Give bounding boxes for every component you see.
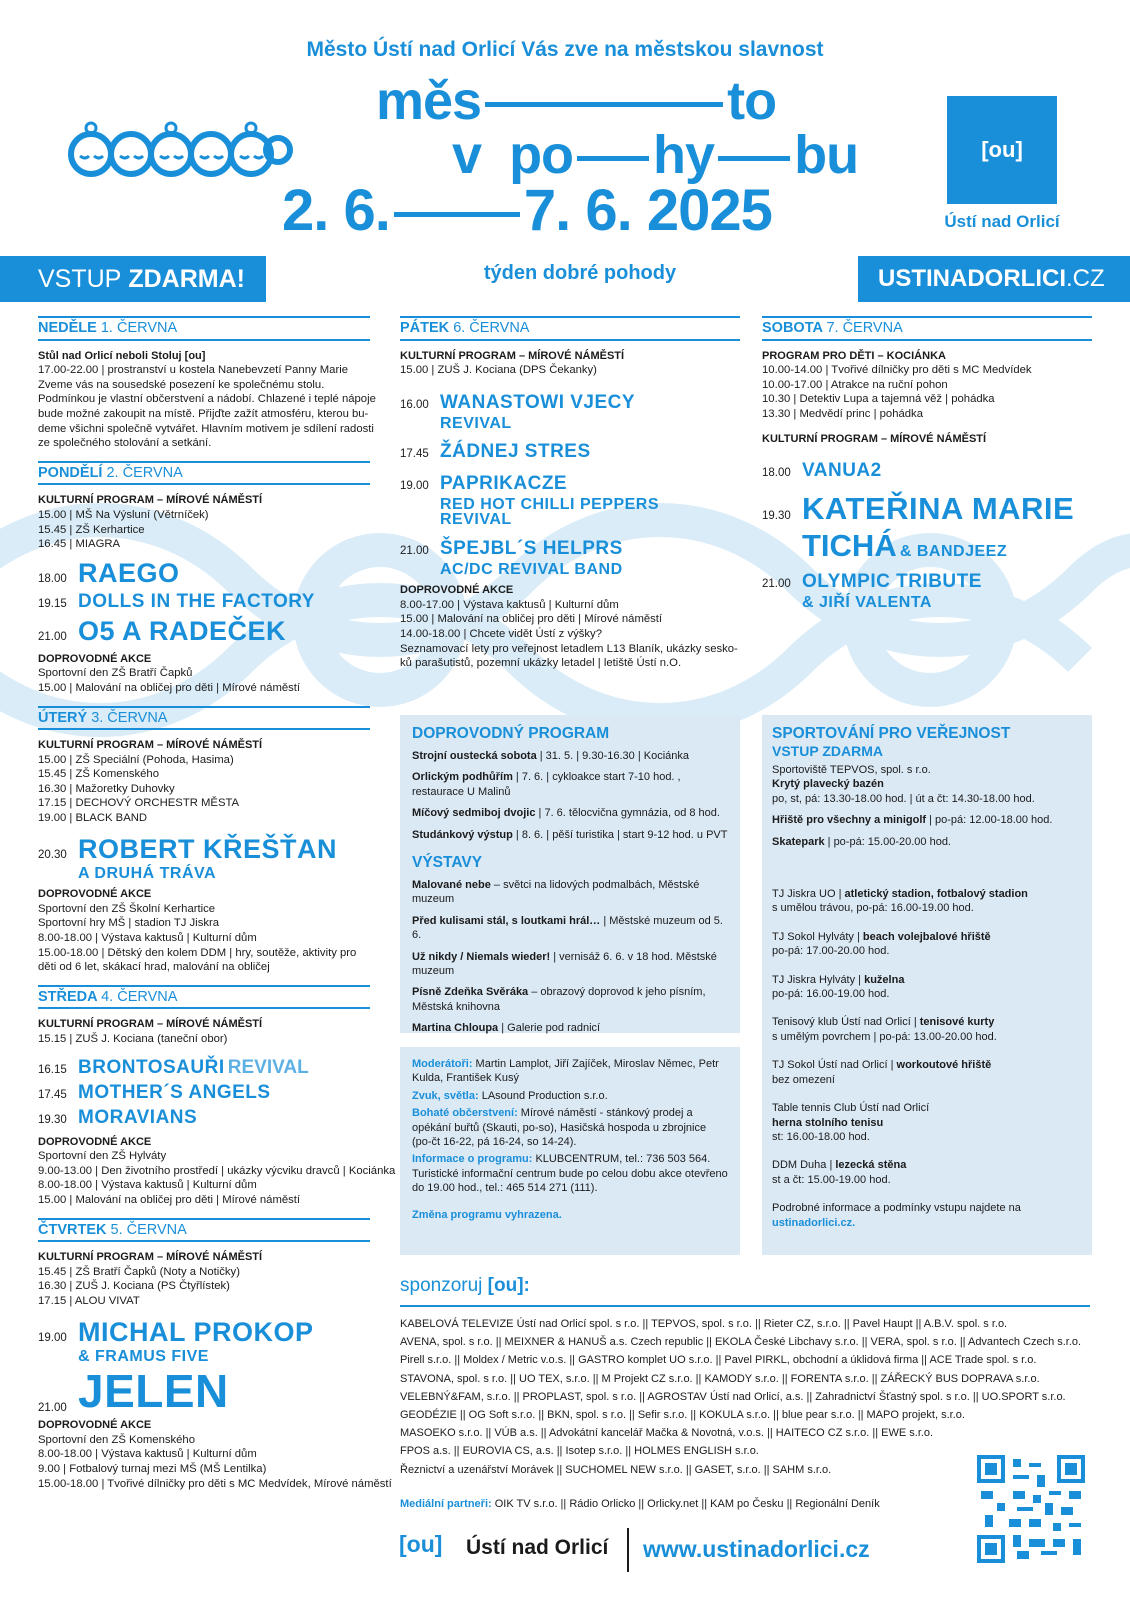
performer-row: 21.00 O5 A RADEČEK (38, 615, 287, 646)
performer-row: 19.00 MICHAL PROKOP (38, 1316, 314, 1347)
day-heading-saturday: SOBOTA 7. ČERVNA (762, 316, 1092, 341)
sport-panel: SPORTOVÁNÍ PRO VEŘEJNOST VSTUP ZDARMA Sportoviště TEPVOS, spol. s r.o. Krytý plavecký bazén po, st, pá: 13.30-18.00 hod. | út a čt: 14.30-18.00 hod. Hřiště pro všechny a minigolf | po-pá: 12.00-18.00 hod. Skatepark | po-pá: 15.00-20.00 hod. TJ Jiskra UO | atletický stadion, fotbalový stadion s umělou trávou, po-pá: 16.00-19.00 hod. TJ Sokol Hylváty | beach volejbalové hřiště po-pá: 17.00-20.00 hod. TJ Jiskra Hylváty | kuželna po-pá: 16.00-19.00 hod. Tenisový klub Ústí nad Orlicí | tenisové kurty s umělým povrchem | po-pá: 13.00-20.00 hod. TJ Sokol Ústí nad Orlicí | workoutové hřiště bez omezení Table tennis Club Ústí nad Orlicí herna stolního tenisu st: 16.00-18.00 hod. DDM Duha | lezecká stěna st a čt: 15.00-19.00 hod. Podrobné informace a podmínky vstupu najdete na ustinadorlici.cz. (762, 715, 1092, 1255)
performer-row: 17.45 ŽÁDNEJ STRES (400, 441, 591, 463)
performer-row: 21.00 JELEN (38, 1365, 229, 1418)
free-entry-banner: VSTUP ZDARMA! (0, 256, 266, 302)
footer-website-link[interactable]: www.ustinadorlici.cz (643, 1536, 870, 1562)
performer-row: 17.45 MOTHER´S ANGELS (38, 1081, 271, 1103)
event-title: Stůl nad Orlicí neboli Stoluj [ou] (38, 349, 206, 362)
town-logo-name: Ústí nad Orlicí (944, 212, 1060, 231)
performer-row: 16.00 WANASTOWI VJECY (400, 391, 636, 413)
performer-row: 18.00 RAEGO (38, 557, 180, 588)
title-line-1: měs to (376, 71, 777, 131)
accompanying-program-panel: DOPROVODNÝ PROGRAM Strojní oustecká sobota | 31. 5. | 9.30-16.30 | Kociánka Orlickým podhůřím | 7. 6. | cykloakce start 7-10 hod. , restaurace U Malinů Míčový sedmiboj dvojic | 7. 6. tělocvična gymnázia, od 8 hod. Studánkový výstup | 8. 6. | pěší turistika | start 9-12 hod. u PVT VÝSTAVY Malované nebe – světci na lidových podmalbách, Městské muzeum Před kulisami stál, s loutkami hrál… | Městské muzeum od 5. 6. Už nikdy / Niemals wieder! | vernisáž 6. 6. v 18 hod. Městské muzeum Písně Zdeňka Svěráka – obrazový doprovod k jeho písním, Městská knihovna Martina Chloupa | Galerie pod radnicí (400, 715, 740, 1033)
divider (400, 1305, 1090, 1307)
town-logo: [ou] (947, 96, 1057, 204)
friday-column: PÁTEK 6. ČERVNA KULTURNÍ PROGRAM – MÍROVÉ NÁMĚSTÍ 15.00 | ZUŠ J. Kociana (DPS Čekanky) 16.00 WANASTOWI VJECY REVIVAL 17.45 ŽÁDNEJ STRES 19.00 PAPRIKACZE RED HOT CHILLI PEPPERS REVIVAL 21.00 ŠPEJBL´S HELPRS AC/DC REVIVAL BAND DOPROVODNÉ AKCE 8.00-17.00 | Výstava kaktusů | Kulturní dům 15.00 | Malování na obličej pro děti | Mírové náměstí 14.00-18.00 | Chcete vidět Ústí z výšky? Seznamovací lety pro veřejnost letadlem L13 Blaník, ukázky sesko- ků parašutistů, pozemní ukázky letadel | letiště Ústí n.O. (400, 308, 740, 671)
day-heading-friday: PÁTEK 6. ČERVNA (400, 316, 740, 341)
invitation-text: Město Ústí nad Orlicí Vás zve na městskou slavnost (306, 38, 824, 61)
footer-logo: [ou] (399, 1531, 443, 1557)
website-banner[interactable]: USTINADORLICI .CZ (858, 256, 1130, 302)
performer-row: 20.30 ROBERT KŘEŠŤAN (38, 833, 338, 864)
performer-row: 16.15 BRONTOSAUŘI REVIVAL (38, 1056, 309, 1078)
day-heading-sunday: NEDĚLE 1. ČERVNA (38, 316, 370, 341)
performer-row: 19.00 PAPRIKACZE (400, 473, 568, 495)
performer-row: 19.30 KATEŘINA MARIE (762, 491, 1075, 527)
qr-code-icon[interactable] (977, 1455, 1085, 1563)
saturday-column: SOBOTA 7. ČERVNA PROGRAM PRO DĚTI – KOCIÁNKA 10.00-14.00 | Tvořivé dílničky pro děti s MC Medvídek 10.00-17.00 | Atrakce na ruční pohon 10.30 | Detektiv Lupa a tajemná věž | pohádka 13.30 | Medvědí princ | pohádka KULTURNÍ PROGRAM – MÍROVÉ NÁMĚSTÍ 18.00 VANUA2 19.30 KATEŘINA MARIE TICHÁ & BANDJEEZ 21.00 OLYMPIC TRIBUTE & JIŘÍ VALENTA (762, 308, 1092, 611)
media-partners: Mediální partneři: OIK TV s.r.o. || Rádio Orlicko || Orlicky.net || KAM po Česku || Regionální Deník (400, 1498, 880, 1510)
festival-dates: 2. 6. 7. 6. 2025 (282, 178, 772, 243)
title-line-2: v po hy bu (452, 125, 859, 185)
day-heading-thursday: ČTVRTEK 5. ČERVNA (38, 1218, 370, 1243)
performer-row: 21.00 ŠPEJBL´S HELPRS (400, 537, 623, 559)
sponsors-heading: sponzoruj [ou]: (400, 1275, 530, 1296)
program-label: KULTURNÍ PROGRAM – MÍROVÉ NÁMĚSTÍ (38, 494, 263, 507)
tagline: týden dobré pohody (483, 262, 677, 284)
website-link[interactable]: ustinadorlici.cz. (772, 1216, 856, 1229)
performer-row: 21.00 OLYMPIC TRIBUTE (762, 571, 982, 593)
footer-town: Ústí nad Orlicí (466, 1536, 609, 1559)
performer-row: 19.30 MORAVIANS (38, 1106, 198, 1128)
sunday-lines: 17.00-22.00 | prostranství u kostela Nanebevzetí Panny Marie Zveme vás na sousedské posezení ke společnému stolu. Podmínkou je vlastní občerstvení a nádobí. Chlazené i teplé nápoje bude možné zakoupit na místě. Přijďte zažít atmosféru, kterou bu- deme všichni společně vytvářet. Hlavním motivem je sdílení radosti ze společného stolování a setkání. (38, 364, 376, 450)
sponsors-list: KABELOVÁ TELEVIZE Ústí nad Orlicí spol. s r.o. || TEPVOS, spol. s r.o. || Rieter CZ, s.r.o. || Pavel Haupt || A.B.V. spol. s r.o. AVENA, spol. s r.o. || MEIXNER & HANUŠ a.s. Czech republic || EKOLA České Libchavy s.r.o. || VERA, spol. s r.o. || Advantech Czech s.r.o. Pirell s.r.o. || Moldex / Metric v.o.s. || GASTRO komplet UO s.r.o. || Pavel PIRKL, obchodní a úklidová firma || ACE Trade spol. s r.o. STAVONA, spol. s r.o. || UO TEX, s.r.o. || M Projekt CZ s.r.o. || KAMODY s.r.o. || FORENTA s.r.o. || ZÁŘECKÝ BUS DOPRAVA s.r.o. VELEBNÝ&FAM, s.r.o. || PROPLAST, spol. s r.o. || AGROSTAV Ústí nad Orlicí, a.s. || Zahradnictví Šťastný spol. s r.o. || UO.SPORT s.r.o. GEODÉZIE || OG Soft s.r.o. || BKN, spol. s r.o. || Sefir s.r.o. || KOKULA s.r.o. || blue pear s.r.o. || MAPO projekt, s.r.o. MASOEKO s.r.o. || VÚB a.s. || Advokátní kancelář Mačka & Novotná, v.o.s. || HAITECO CZ s.r.o. || EWE s.r.o. FPOS a.s. || EUROVIA CS, a.s. || Isotep s.r.o. || HOLMES ENGLISH s.r.o. Řeznictví a uzenářství Morávek || SUCHOMEL NEW s.r.o. || GASET, s.r.o. || SAHM s.r.o. (400, 1318, 1082, 1476)
faces-illustration (66, 120, 296, 180)
info-panel: Moderátoři: Martin Lamplot, Jiří Zajíček, Miroslav Němec, Petr Kulda, František Kusý Zvuk, světla: LAsound Production s.r.o. Bohaté občerstvení: Mírové náměstí - stánkový prodej a opékání buřtů (Skauti, po-so), Hasičská hospoda u zbrojnice (po-čt 16-22, pá 16-24, so 14-24). Informace o programu: KLUBCENTRUM, tel.: 736 503 564. Turistické informační centrum bude po celou dobu akce otevřeno do 19.00 hod., tel.: 465 514 271 (111). Změna programu vyhrazena. (400, 1047, 740, 1255)
day-heading-tuesday: ÚTERÝ 3. ČERVNA (38, 706, 370, 731)
day-heading-monday: PONDĚLÍ 2. ČERVNA (38, 461, 370, 486)
day-heading-wednesday: STŘEDA 4. ČERVNA (38, 985, 370, 1010)
footer-divider (627, 1528, 629, 1572)
performer-row: 19.15 DOLLS IN THE FACTORY (38, 590, 315, 612)
left-column: NEDĚLE 1. ČERVNA Stůl nad Orlicí neboli Stoluj [ou] 17.00-22.00 | prostranství u kostela Nanebevzetí Panny Marie Zveme vás na sousedské posezení ke společnému stolu. Podmínkou je vlastní občerstvení a nádobí. Chlazené i teplé nápoje bude možné zakoupit na místě. Přijďte zažít atmosféru, kterou bu- deme všichni společně vytvářet. Hlavním motivem je sdílení radosti ze společného stolování a setkání. PONDĚLÍ 2. ČERVNA KULTURNÍ PROGRAM – MÍROVÉ NÁMĚSTÍ 15.00 | MŠ Na Výsluní (Větrníček) 15.45 | ZŠ Kerhartice 16.45 | MIAGRA 18.00 RAEGO 19.15 DOLLS IN THE FACTORY 21.00 O5 A RADEČEK DOPROVODNÉ AKCE Sportovní den ZŠ Bratří Čapků 15.00 | Malování na obličej pro děti | Mírové náměstí ÚTERÝ 3. ČERVNA KULTURNÍ PROGRAM – MÍROVÉ NÁMĚSTÍ 15.00 | ZŠ Speciální (Pohoda, Hasima) 15.45 | ZŠ Komenského 16.30 | Mažoretky Duhovky 17.15 | DECHOVÝ ORCHESTR MĚSTA 19.00 | BLACK BAND 20.30 ROBERT KŘEŠŤAN A DRUHÁ TRÁVA DOPROVODNÉ AKCE Sportovní den ZŠ Školní Kerhartice Sportovní hry MŠ | stadion TJ Jiskra 8.00-18.00 | Výstava kaktusů | Kulturní dům 15.00-18.00 | Dětský den kolem DDM | hry, soutěže, aktivity pro děti od 6 let, skákací hrad, malování na obličej STŘEDA 4. ČERVNA KULTURNÍ PROGRAM – MÍROVÉ NÁMĚSTÍ 15.15 | ZUŠ J. Kociana (taneční obor) 16.15 BRONTOSAUŘI REVIVAL 17.45 MOTHER´S ANGELS 19.30 MORAVIANS DOPROVODNÉ AKCE Sportovní den ZŠ Hylváty 9.00-13.00 | Den životního prostředí | ukázky výcviku dravců | Kociánka 8.00-18.00 | Výstava kaktusů | Kulturní dům 15.00 | Malování na obličej pro děti | Mírové náměstí ČTVRTEK 5. ČERVNA KULTURNÍ PROGRAM – MÍROVÉ NÁMĚSTÍ 15.45 | ZŠ Bratří Čapků (Noty a Notičky) 16.30 | ZUŠ J. Kociana (PS Čtyřlístek) 17.15 | ALOU VIVAT 19.00 MICHAL PROKOP & FRAMUS FIVE 21.00 JELEN DOPROVODNÉ AKCE Sportovní den ZŠ Komenského 8.00-18.00 | Výstava kaktusů | Kulturní dům 9.00 | Fotbalový turnaj mezi MŠ (MŠ Lentilka) 15.00-18.00 | Tvořivé dílničky pro děti s MC Medvídek, Mírové náměstí (38, 308, 370, 1491)
performer-row: 18.00 VANUA2 (762, 460, 882, 482)
